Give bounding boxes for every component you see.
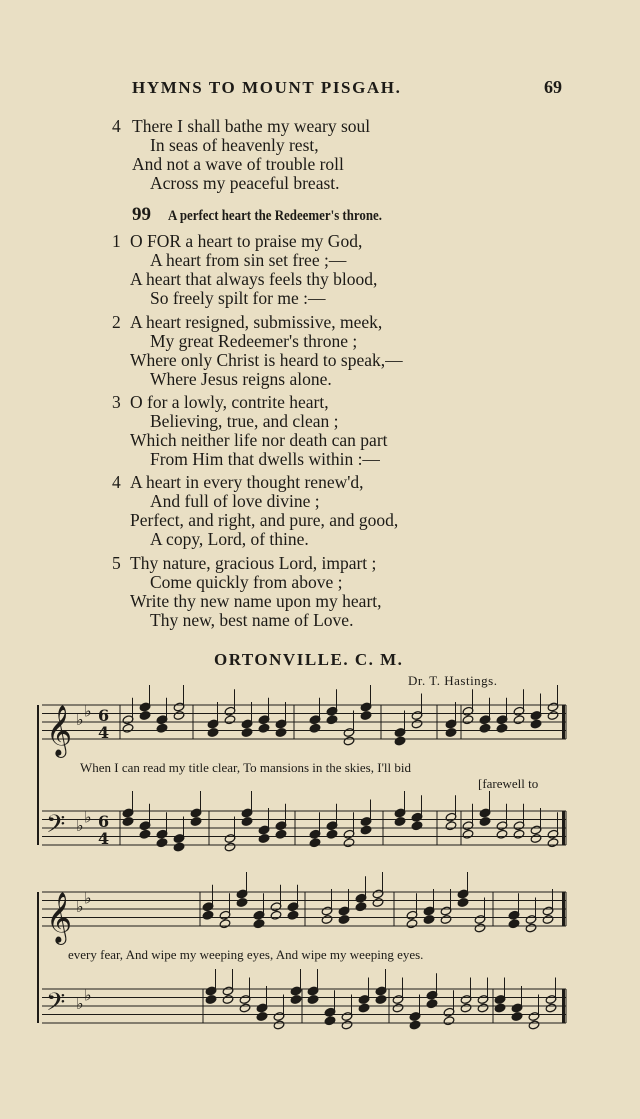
treble-clef-icon: 𝄞 (46, 705, 73, 756)
verse-line: A heart resigned, submissive, meek, (130, 312, 383, 332)
note-head (309, 838, 321, 848)
final-bar (562, 892, 565, 926)
verse-line: Where Jesus reigns alone. (150, 369, 332, 389)
note-head (360, 711, 372, 721)
note-head (156, 838, 168, 848)
note-head (224, 715, 236, 725)
note-head (343, 838, 355, 848)
note-head (239, 1003, 251, 1013)
note-head (394, 817, 406, 827)
hymn-title: A perfect heart the Redeemer's throne. (168, 208, 383, 224)
note-head (273, 1020, 285, 1030)
verse-line: Write thy new name upon my heart, (130, 591, 382, 611)
note-head (219, 919, 231, 929)
note-head (460, 1003, 472, 1013)
note-head (241, 817, 253, 827)
note-head (530, 719, 542, 729)
note-head (207, 728, 219, 738)
note-head (173, 711, 185, 721)
note-head (355, 902, 367, 912)
final-bar (562, 705, 565, 739)
note-head (358, 1003, 370, 1013)
page-number: 69 (544, 77, 562, 97)
verse-number: 2 (112, 312, 121, 332)
note-head (462, 829, 474, 839)
note-head (236, 898, 248, 908)
verse-line: O for a lowly, contrite heart, (130, 392, 329, 412)
note-head (513, 715, 525, 725)
verse-line: A copy, Lord, of thine. (150, 529, 309, 549)
time-signature: 6 (98, 812, 110, 831)
running-head: HYMNS TO MOUNT PISGAH. (132, 78, 402, 97)
note-head (270, 910, 282, 920)
verse-line: Which neither life nor death can part (130, 430, 388, 450)
note-head (528, 1020, 540, 1030)
note-head (326, 829, 338, 839)
note-head (287, 910, 299, 920)
note-head (474, 923, 486, 933)
tune-name: ORTONVILLE. C. M. (214, 650, 404, 669)
time-signature: 4 (98, 723, 110, 742)
verse-number: 3 (112, 392, 121, 412)
note-head (122, 723, 134, 733)
verse-line: Thy new, best name of Love. (150, 610, 354, 630)
tune-lyrics-continuation: [farewell to (478, 776, 539, 791)
verse-number: 4 (112, 116, 121, 136)
note-head (241, 728, 253, 738)
verse-number: 1 (112, 231, 121, 251)
verse-line: And full of love divine ; (150, 491, 320, 511)
note-head (496, 829, 508, 839)
tune-lyrics-line-1: When I can read my title clear, To mansions in the skies, I'll bid (80, 760, 411, 775)
flat-icon: ♭ (76, 897, 84, 916)
note-head (202, 910, 214, 920)
note-head (547, 838, 559, 848)
hymn-number: 99 (132, 204, 151, 225)
note-head (139, 711, 151, 721)
note-head (343, 736, 355, 746)
bass-clef-icon: 𝄢 (46, 988, 66, 1023)
note-head (256, 1012, 268, 1022)
flat-icon: ♭ (84, 888, 92, 908)
note-head (222, 995, 234, 1005)
verse-line: A heart from sin set free ;— (150, 250, 347, 270)
verse-line: O FOR a heart to praise my God, (130, 231, 363, 251)
time-signature: 6 (98, 706, 110, 725)
note-head (275, 728, 287, 738)
note-head (462, 715, 474, 725)
note-head (406, 919, 418, 929)
verse-line: A heart in every thought renew'd, (130, 472, 364, 492)
note-head (341, 1020, 353, 1030)
note-head (321, 915, 333, 925)
note-head (205, 995, 217, 1005)
final-bar (562, 811, 565, 845)
note-head (258, 723, 270, 733)
verse-line: Perfect, and right, and pure, and good, (130, 510, 399, 530)
note-head (525, 923, 537, 933)
note-head (156, 723, 168, 733)
note-head (122, 817, 134, 827)
note-head (309, 723, 321, 733)
note-head (173, 842, 185, 852)
verse-line: Come quickly from above ; (150, 572, 343, 592)
note-head (375, 995, 387, 1005)
note-head (139, 829, 151, 839)
verse-line: A heart that always feels thy blood, (130, 269, 378, 289)
note-head (224, 842, 236, 852)
tune-lyrics-line-2: every fear, And wipe my weeping eyes, And wipe my weeping eyes. (68, 947, 424, 962)
bass-clef-icon: 𝄢 (46, 810, 66, 845)
note-head (513, 829, 525, 839)
note-head (530, 834, 542, 844)
note-head (338, 915, 350, 925)
note-head (360, 825, 372, 835)
note-head (394, 736, 406, 746)
note-head (409, 1020, 421, 1030)
note-head (496, 723, 508, 733)
note-head (426, 999, 438, 1009)
flat-icon: ♭ (84, 701, 92, 721)
verse-line: From Him that dwells within :— (150, 449, 380, 469)
time-signature: 4 (98, 829, 110, 848)
verse-number: 5 (112, 553, 121, 573)
flat-icon: ♭ (76, 994, 84, 1013)
note-head (423, 915, 435, 925)
verse-line: In seas of heavenly rest, (150, 135, 319, 155)
verse-line: Across my peaceful breast. (150, 173, 340, 193)
flat-icon: ♭ (84, 807, 92, 827)
composer-credit: Dr. T. Hastings. (408, 673, 498, 688)
note-head (258, 834, 270, 844)
verse-line: My great Redeemer's throne ; (150, 331, 358, 351)
note-head (443, 1016, 455, 1026)
verse-line: So freely spilt for me :— (150, 288, 326, 308)
note-head (411, 719, 423, 729)
note-head (190, 817, 202, 827)
final-bar (562, 989, 565, 1023)
verse-line: Thy nature, gracious Lord, impart ; (130, 553, 377, 573)
note-head (547, 711, 559, 721)
note-head (275, 829, 287, 839)
note-head (445, 821, 457, 831)
verse-line: Believing, true, and clean ; (150, 411, 339, 431)
flat-icon: ♭ (76, 816, 84, 835)
note-head (290, 995, 302, 1005)
note-head (372, 898, 384, 908)
note-head (392, 1003, 404, 1013)
note-head (326, 715, 338, 725)
note-head (307, 995, 319, 1005)
note-head (479, 817, 491, 827)
verse-line: Where only Christ is heard to speak,— (130, 350, 403, 370)
note-head (542, 915, 554, 925)
note-head (253, 919, 265, 929)
verse-line: And not a wave of trouble roll (132, 154, 344, 174)
verse-line: There I shall bathe my weary soul (132, 116, 371, 136)
note-head (508, 919, 520, 929)
flat-icon: ♭ (84, 985, 92, 1005)
note-head (457, 898, 469, 908)
note-head (440, 915, 452, 925)
verse-number: 4 (112, 472, 121, 492)
flat-icon: ♭ (76, 710, 84, 729)
note-head (411, 821, 423, 831)
note-head (445, 728, 457, 738)
note-head (479, 723, 491, 733)
treble-clef-icon: 𝄞 (46, 892, 73, 943)
note-head (494, 1003, 506, 1013)
note-head (324, 1016, 336, 1026)
note-head (477, 1003, 489, 1013)
note-head (545, 1003, 557, 1013)
note-head (511, 1012, 523, 1022)
